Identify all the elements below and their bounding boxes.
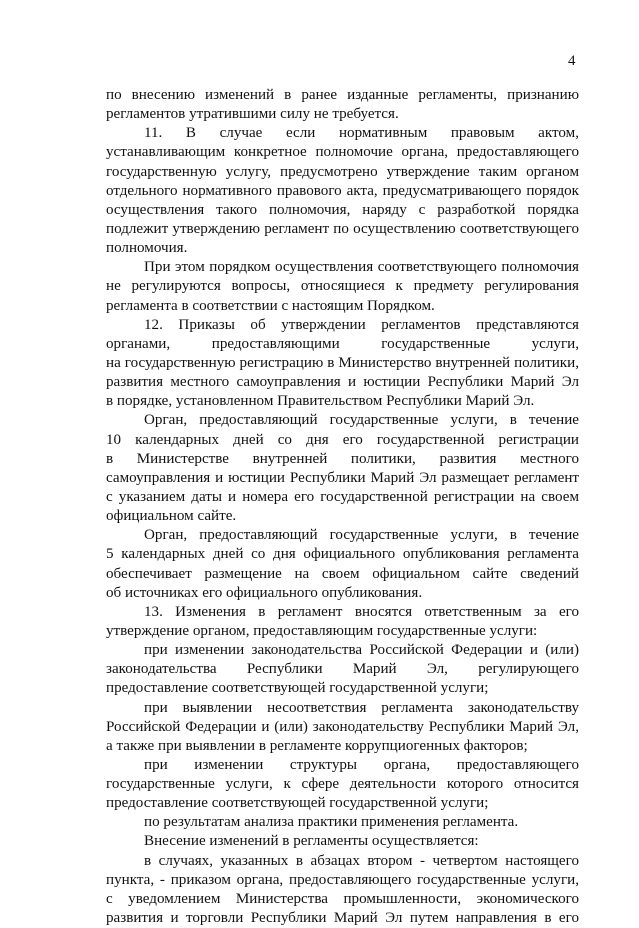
- text-line: с уведомлением Министерства промышленности, экономического: [106, 890, 579, 907]
- text-line: 13. Изменения в регламент вносятся ответственным за его: [144, 603, 579, 620]
- text-line: государственную услугу, предусмотрено утверждение таким органом: [106, 163, 579, 180]
- text-line: законодательства Республики Марий Эл, регулирующего: [106, 661, 579, 678]
- text-line: утверждение органом, предоставляющим государственные услуги:: [106, 622, 538, 639]
- text-line: Внесение изменений в регламенты осуществляется:: [144, 833, 479, 850]
- text-line: предоставление соответствующей государственной услуги;: [106, 680, 489, 697]
- text-line: подлежит утверждению регламент по осуществлению соответствующего: [106, 220, 579, 237]
- text-line: 11. В случае если нормативным правовым актом,: [144, 125, 579, 142]
- text-line: на государственную регистрацию в Министерство внутренней политики,: [106, 354, 579, 371]
- text-line: регламентов утратившими силу не требуется.: [106, 106, 399, 123]
- text-line: Орган, предоставляющий государственные услуги, в течение: [144, 527, 579, 544]
- text-line: по результатам анализа практики применения регламента.: [144, 814, 519, 831]
- text-line: в Министерстве внутренней политики, развития местного: [106, 450, 579, 467]
- document-body: [106, 86, 579, 928]
- text-line: осуществления такого полномочия, наряду с разработкой порядка: [106, 201, 579, 218]
- text-line: органами, предоставляющими государственные услуги,: [106, 335, 579, 352]
- text-line: государственные услуги, к сфере деятельности которого относится: [106, 776, 579, 793]
- text-line: с указанием даты и номера его государственной регистрации на своем: [106, 488, 579, 505]
- text-line: 5 календарных дней со дня официального опубликования регламента: [106, 546, 579, 563]
- page-number: 4: [568, 53, 576, 69]
- text-line: при выявлении несоответствия регламента законодательству: [144, 699, 579, 716]
- text-line: обеспечивает размещение на своем официальном сайте сведений: [106, 565, 579, 582]
- text-line: предоставление соответствующей государственной услуги;: [106, 795, 489, 812]
- text-line: по внесению изменений в ранее изданные регламенты, признанию: [106, 87, 579, 103]
- text-line: при изменении структуры органа, предоставляющего: [144, 756, 579, 773]
- text-line: пункта, - приказом органа, предоставляющего государственные услуги,: [106, 871, 579, 888]
- text-line: Российской Федерации и (или) законодательству Республики Марий Эл,: [106, 718, 579, 735]
- text-line: развития и торговли Республики Марий Эл путем направления в его: [106, 910, 579, 927]
- text-line: об источниках его официального опубликования.: [106, 584, 423, 601]
- text-line: Орган, предоставляющий государственные услуги, в течение: [144, 412, 579, 429]
- text-line: 10 календарных дней со дня его государственной регистрации: [106, 431, 579, 448]
- text-line: не регулируются вопросы, относящиеся к предмету регулирования: [106, 278, 579, 295]
- text-line: а также при выявлении в регламенте коррупциогенных факторов;: [106, 737, 528, 754]
- text-line: развития местного самоуправления и юстиции Республики Марий Эл: [106, 374, 579, 391]
- text-line: официальном сайте.: [106, 508, 237, 525]
- text-line: в случаях, указанных в абзацах втором - четвертом настоящего: [144, 852, 579, 869]
- text-line: При этом порядком осуществления соответствующего полномочия: [144, 259, 579, 276]
- text-line: регламента в соответствии с настоящим Порядком.: [106, 297, 435, 314]
- text-line: полномочия.: [106, 240, 188, 257]
- text-line: при изменении законодательства Российской Федерации и (или): [144, 642, 579, 659]
- text-line: 12. Приказы об утверждении регламентов представляются: [144, 316, 579, 333]
- text-line: устанавливающим конкретное полномочие органа, предоставляющего: [106, 144, 579, 161]
- text-line: самоуправления и юстиции Республики Марий Эл размещает регламент: [106, 469, 579, 486]
- text-line: в порядке, установленном Правительством Республики Марий Эл.: [106, 393, 535, 410]
- text-line: отдельного нормативного правового акта, предусматривающего порядок: [106, 182, 579, 199]
